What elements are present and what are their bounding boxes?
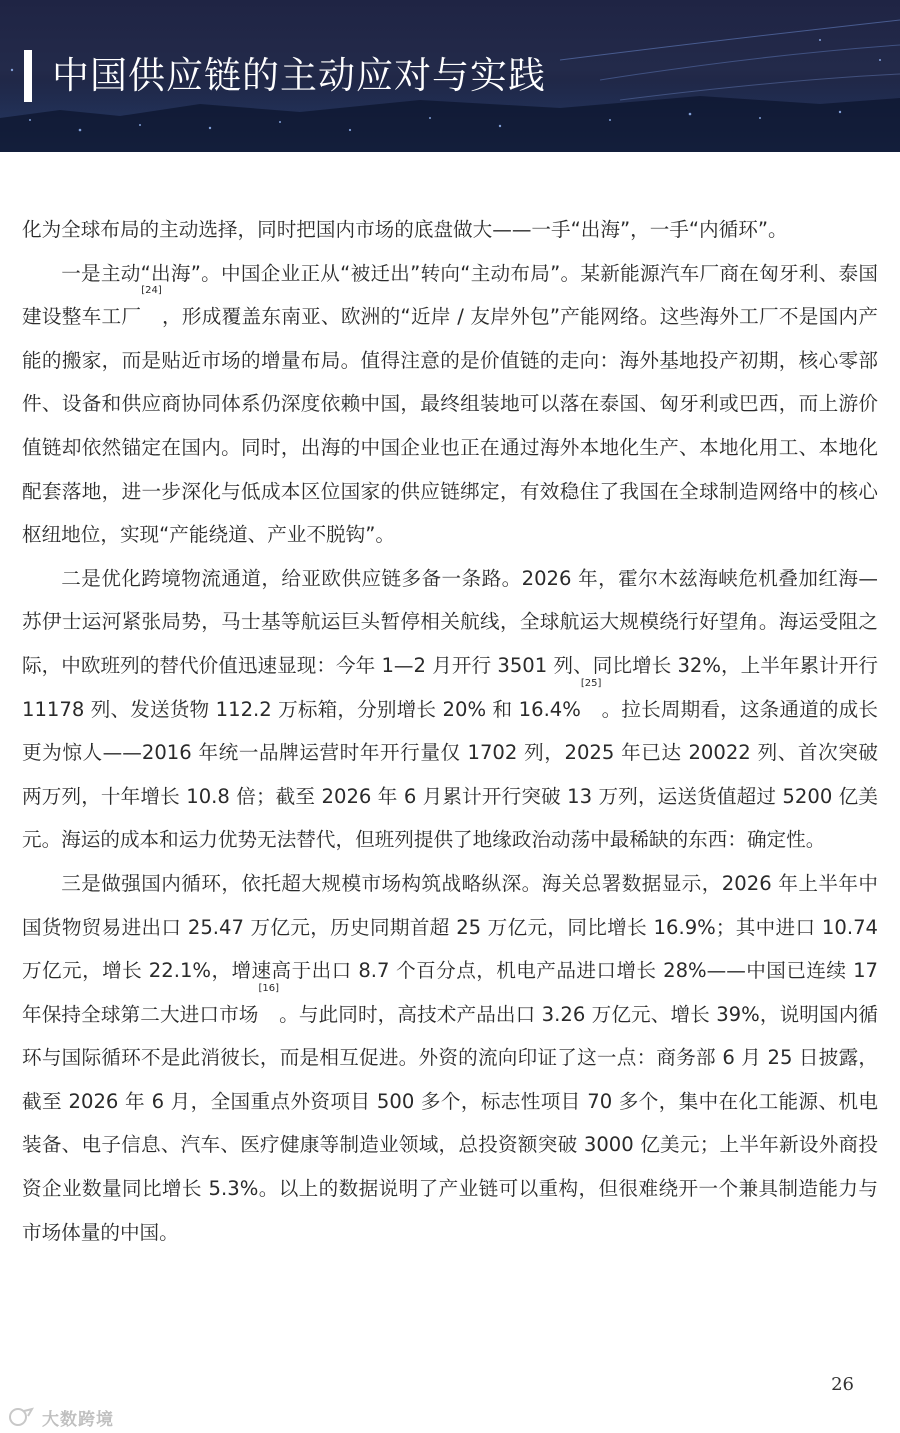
paragraph-text-continued: 。拉长周期看，这条通道的成长更为惊人——2016 年统一品牌运营时年开行量仅 1702 列，2025 年已达 20022 列、首次突破两万列，十年增长 10.8 倍；截至 2026 年 6 月累计开行突破 13 万列，运送货值超过 5200 亿美元。海运的成本和运力优势无法替代，但班列提供了地缘政治动荡中最稀缺的东西：确定性。 [22,697,878,852]
paragraph-text: 化为全球布局的主动选择，同时把国内市场的底盘做大——一手“出海”，一手“内循环”。 [22,218,788,241]
page-number: 26 [831,1374,854,1395]
paragraph [22,252,878,557]
paragraph-text: 一是主动“出海”。中国企业正从“被迁出”转向“主动布局”。某新能源汽车厂商在匈牙利、泰国建设整车工厂 [22,261,878,329]
article-body [22,208,878,1254]
title-accent-bar [24,50,32,102]
watermark [8,1405,114,1429]
paragraph [22,208,878,252]
paragraph-text-continued: 。与此同时，高技术产品出口 3.26 万亿元、增长 39%，说明国内循环与国际循环不是此消彼长，而是相互促进。外资的流向印证了这一点：商务部 6 月 25 日披露，截至 2026 年 6 月，全国重点外资项目 500 多个，标志性项目 70 多个，集中在化工能源、机电装备、电子信息、汽车、医疗健康等制造业领域，总投资额突破 3000 亿美元；上半年新设外商投资企业数量同比增长 5.3%。以上的数据说明了产业链可以重构，但很难绕开一个兼具制造能力与市场体量的中国。 [22,1002,878,1244]
paragraph-text-continued: ，形成覆盖东南亚、欧洲的“近岸 / 友岸外包”产能网络。这些海外工厂不是国内产能的搬家，而是贴近市场的增量布局。值得注意的是价值链的走向：海外基地投产初期，核心零部件、设备和供应商协同体系仍深度依赖中国，最终组装地可以落在泰国、匈牙利或巴西，而上游价值链却依然锚定在国内。同时，出海的中国企业也正在通过海外本地化生产、本地化用工、本地化配套落地，进一步深化与低成本区位国家的供应链绑定，有效稳住了我国在全球制造网络中的核心枢纽地位，实现“产能绕道、产业不脱钩”。 [22,305,879,547]
paragraph [22,862,878,1254]
paragraph-text: 二是优化跨境物流通道，给亚欧供应链多备一条路。2026 年，霍尔木兹海峡危机叠加红海—苏伊士运河紧张局势，马士基等航运巨头暂停相关航线，全球航运大规模绕行好望角。海运受阻之际，中欧班列的替代价值迅速显现：今年 1—2 月开行 3501 列、同比增长 32%，上半年累计开行 11178 列、发送货物 112.2 万标箱，分别增长 20% 和 16.4% [22,566,878,721]
citation-marker: [25] [580,677,602,689]
paragraph-text: 三是做强国内循环，依托超大规模市场构筑战略纵深。海关总署数据显示，2026 年上半年中国货物贸易进出口 25.47 万亿元，历史同期首超 25 万亿元，同比增长 16.9%；其中进口 10.74 万亿元，增长 22.1%，增速高于出口 8.7 个百分点，机电产品进口增长 28%——中国已连续 17 年保持全球第二大进口市场 [22,871,878,1026]
page-header-banner [0,0,900,152]
paragraph [22,557,878,862]
watermark-text: 大数跨境 [42,1409,114,1430]
watermark-logo-icon [8,1406,36,1428]
citation-marker: [16] [258,982,280,994]
page-title: 中国供应链的主动应对与实践 [52,54,546,97]
citation-marker: [24] [141,285,162,297]
